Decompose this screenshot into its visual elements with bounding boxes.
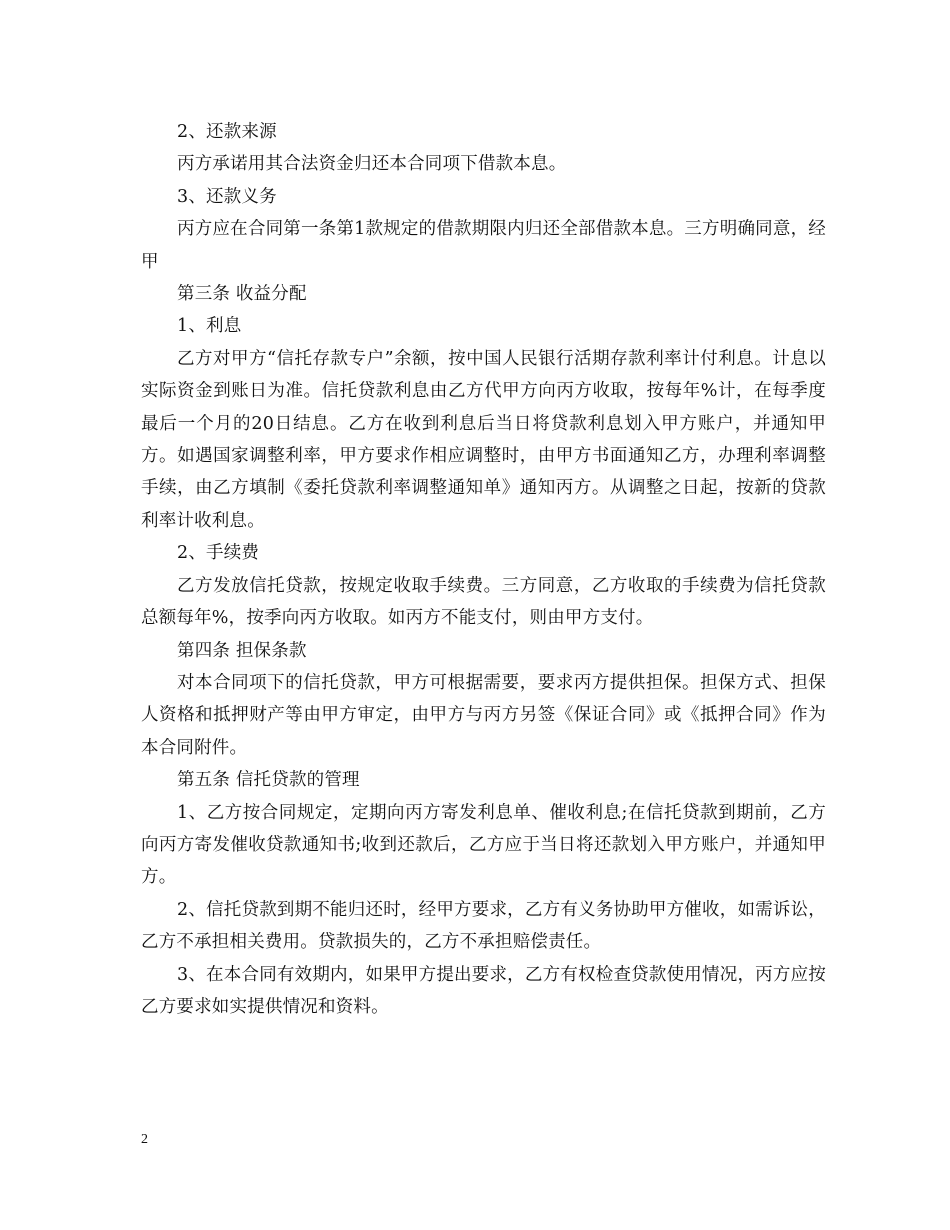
management-item-1: 1、乙方按合同规定，定期向丙方寄发利息单、催收利息;在信托贷款到期前，乙方向丙方寄发催收贷款通知书;收到还款后，乙方应于当日将还款划入甲方账户，并通知甲方。	[141, 802, 826, 888]
handling-fee-text: 乙方发放信托贷款，按规定收取手续费。三方同意，乙方收取的手续费为信托贷款总额每年%，按季向丙方收取。如丙方不能支付，则由甲方支付。	[141, 575, 826, 629]
management-item-2: 2、信托贷款到期不能归还时，经甲方要求，乙方有义务协助甲方催收，如需诉讼，乙方不承担相关费用。贷款损失的，乙方不承担赔偿责任。	[141, 899, 826, 953]
article-three-heading: 第三条 收益分配	[177, 284, 307, 305]
page-number: 2	[141, 1132, 148, 1147]
repayment-source-heading: 2、还款来源	[177, 122, 277, 142]
interest-heading: 1、利息	[177, 316, 242, 337]
article-four-heading: 第四条 担保条款	[177, 640, 307, 661]
handling-fee-heading: 2、手续费	[177, 543, 260, 564]
interest-text: 乙方对甲方“信托存款专户”余额，按中国人民银行活期存款利率计付利息。计息以实际资金到账日为准。信托贷款利息由乙方代甲方向丙方收取，按每年%计，在每季度最后一个月的20日结息。乙方在收到利息后当日将贷款利息划入甲方账户，并通知甲方。如遇国家调整利率，甲方要求作相应调整时，由甲方书面通知乙方，办理利率调整手续，由乙方填制《委托贷款利率调整通知单》通知丙方。从调整之日起，按新的贷款利率计收利息。	[141, 348, 826, 531]
repayment-obligation-text: 丙方应在合同第一条第1款规定的借款期限内归还全部借款本息。三方明确同意，经甲	[141, 219, 826, 272]
article-five-heading: 第五条 信托贷款的管理	[177, 770, 360, 791]
repayment-obligation-heading: 3、还款义务	[177, 186, 277, 207]
repayment-source-text: 丙方承诺用其合法资金归还本合同项下借款本息。	[177, 154, 567, 175]
guarantee-text: 对本合同项下的信托贷款，甲方可根据需要，要求丙方提供担保。担保方式、担保人资格和抵押财产等由甲方审定，由甲方与丙方另签《保证合同》或《抵押合同》作为本合同附件。	[141, 672, 826, 758]
document-body	[141, 116, 826, 1023]
management-item-3: 3、在本合同有效期内，如果甲方提出要求，乙方有权检查贷款使用情况，丙方应按乙方要求如实提供情况和资料。	[141, 964, 826, 1017]
